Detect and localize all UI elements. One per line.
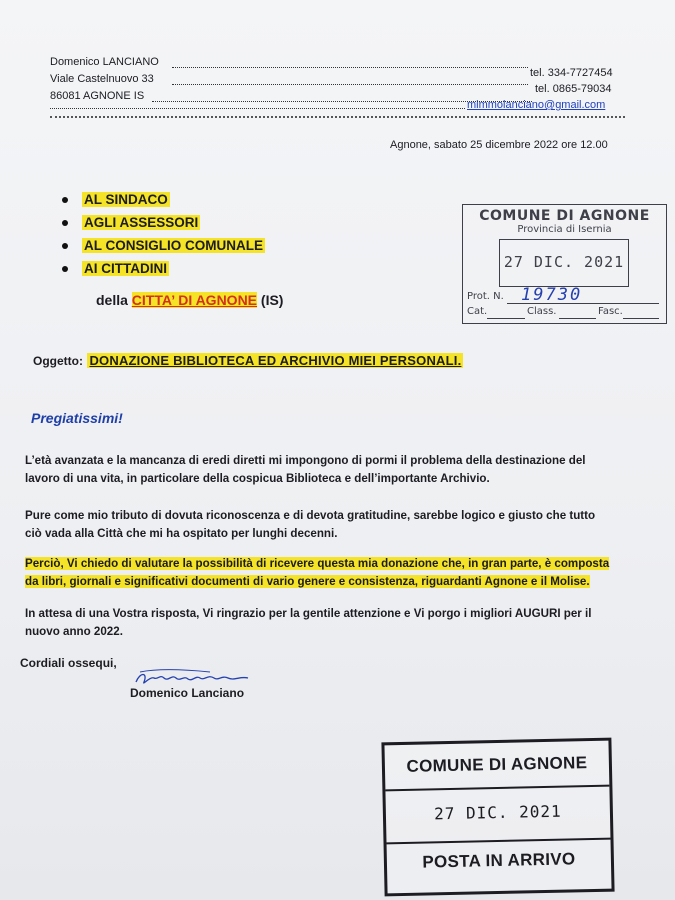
paragraph-2: Pure come mio tributo di dovuta riconoscenza e di devota gratitudine, sarebbe logico e giusto che tutto ciò vada alla Città che mi ha ospitato per lunghi decenni. bbox=[25, 509, 596, 540]
list-item: AI CITTADINI bbox=[62, 257, 265, 280]
stamp-title: COMUNE DI AGNONE bbox=[479, 208, 650, 224]
subject-line bbox=[33, 352, 463, 370]
letter-date: Agnone, sabato 25 dicembre 2022 ore 12.00 bbox=[390, 139, 608, 151]
bullet-icon bbox=[62, 197, 68, 203]
fasc-underline bbox=[623, 318, 659, 319]
signature-name: Domenico Lanciano bbox=[130, 686, 245, 700]
cat-label: Cat. bbox=[467, 306, 488, 317]
stamp-date: 27 DIC. 2021 bbox=[503, 253, 625, 271]
dotted-leader bbox=[172, 84, 528, 85]
header-divider bbox=[50, 116, 625, 118]
sender-name: Domenico LANCIANO bbox=[50, 56, 159, 68]
paragraph-3: Perciò, Vi chiedo di valutare la possibilità di ricevere questa mia donazione che, in gran parte, è composta da libri, giornali e significativi documenti di vario genere e consistenza, riguardanti Agnone e il Molise. bbox=[25, 557, 610, 588]
bullet-icon bbox=[62, 220, 68, 226]
dotted-leader bbox=[50, 108, 465, 109]
dotted-leader bbox=[172, 67, 528, 68]
sender-tel-landline: tel. 0865-79034 bbox=[535, 83, 612, 95]
stamp-date-box bbox=[499, 239, 629, 287]
arrival-stamp-date: 27 DIC. 2021 bbox=[433, 801, 562, 824]
greeting: Pregiatissimi! bbox=[31, 410, 123, 426]
fasc-label: Fasc. bbox=[598, 306, 623, 317]
protocol-stamp bbox=[462, 204, 667, 324]
list-item: AGLI ASSESSORI bbox=[62, 211, 265, 234]
bullet-icon bbox=[62, 243, 68, 249]
cat-underline bbox=[487, 318, 525, 319]
recipient-city: della CITTA’ DI AGNONE (IS) bbox=[96, 292, 284, 308]
class-label: Class. bbox=[527, 306, 557, 317]
recipient-list bbox=[62, 188, 265, 280]
subject-text: DONAZIONE BIBLIOTECA ED ARCHIVIO MIEI PERSONALI. bbox=[89, 353, 462, 368]
stamp-divider bbox=[387, 838, 611, 845]
paragraph-4: In attesa di una Vostra risposta, Vi ringrazio per la gentile attenzione e Vi porgo i migliori AUGURI per il nuovo anno 2022. bbox=[25, 607, 592, 638]
list-item: AL SINDACO bbox=[62, 188, 265, 211]
closing: Cordiali ossequi, bbox=[20, 656, 117, 670]
arrival-stamp-label: POSTA IN ARRIVO bbox=[422, 849, 576, 872]
bullet-icon bbox=[62, 266, 68, 272]
stamp-subtitle: Provincia di Isernia bbox=[517, 224, 612, 235]
paragraph-1: L’età avanzata e la mancanza di eredi diretti mi impongono di pormi il problema della destinazione del lavoro di una vita, in particolare della cospicua Biblioteca e dell’importante Archivio. bbox=[25, 454, 586, 485]
arrival-stamp bbox=[381, 738, 614, 897]
stamp-divider bbox=[385, 785, 609, 792]
class-underline bbox=[559, 318, 596, 319]
arrival-stamp-title: COMUNE DI AGNONE bbox=[406, 753, 588, 776]
list-item: AL CONSIGLIO COMUNALE bbox=[62, 234, 265, 257]
sender-address: Viale Castelnuovo 33 bbox=[50, 73, 154, 85]
sender-city: 86081 AGNONE IS bbox=[50, 90, 145, 102]
prot-underline bbox=[507, 303, 659, 304]
prot-label: Prot. N. bbox=[467, 291, 504, 302]
sender-tel-mobile: tel. 334-7727454 bbox=[530, 67, 613, 79]
sender-email[interactable]: mimmolanciano@gmail.com bbox=[467, 99, 606, 111]
prot-number: 19730 bbox=[521, 285, 583, 305]
subject-label: Oggetto: bbox=[33, 354, 83, 368]
